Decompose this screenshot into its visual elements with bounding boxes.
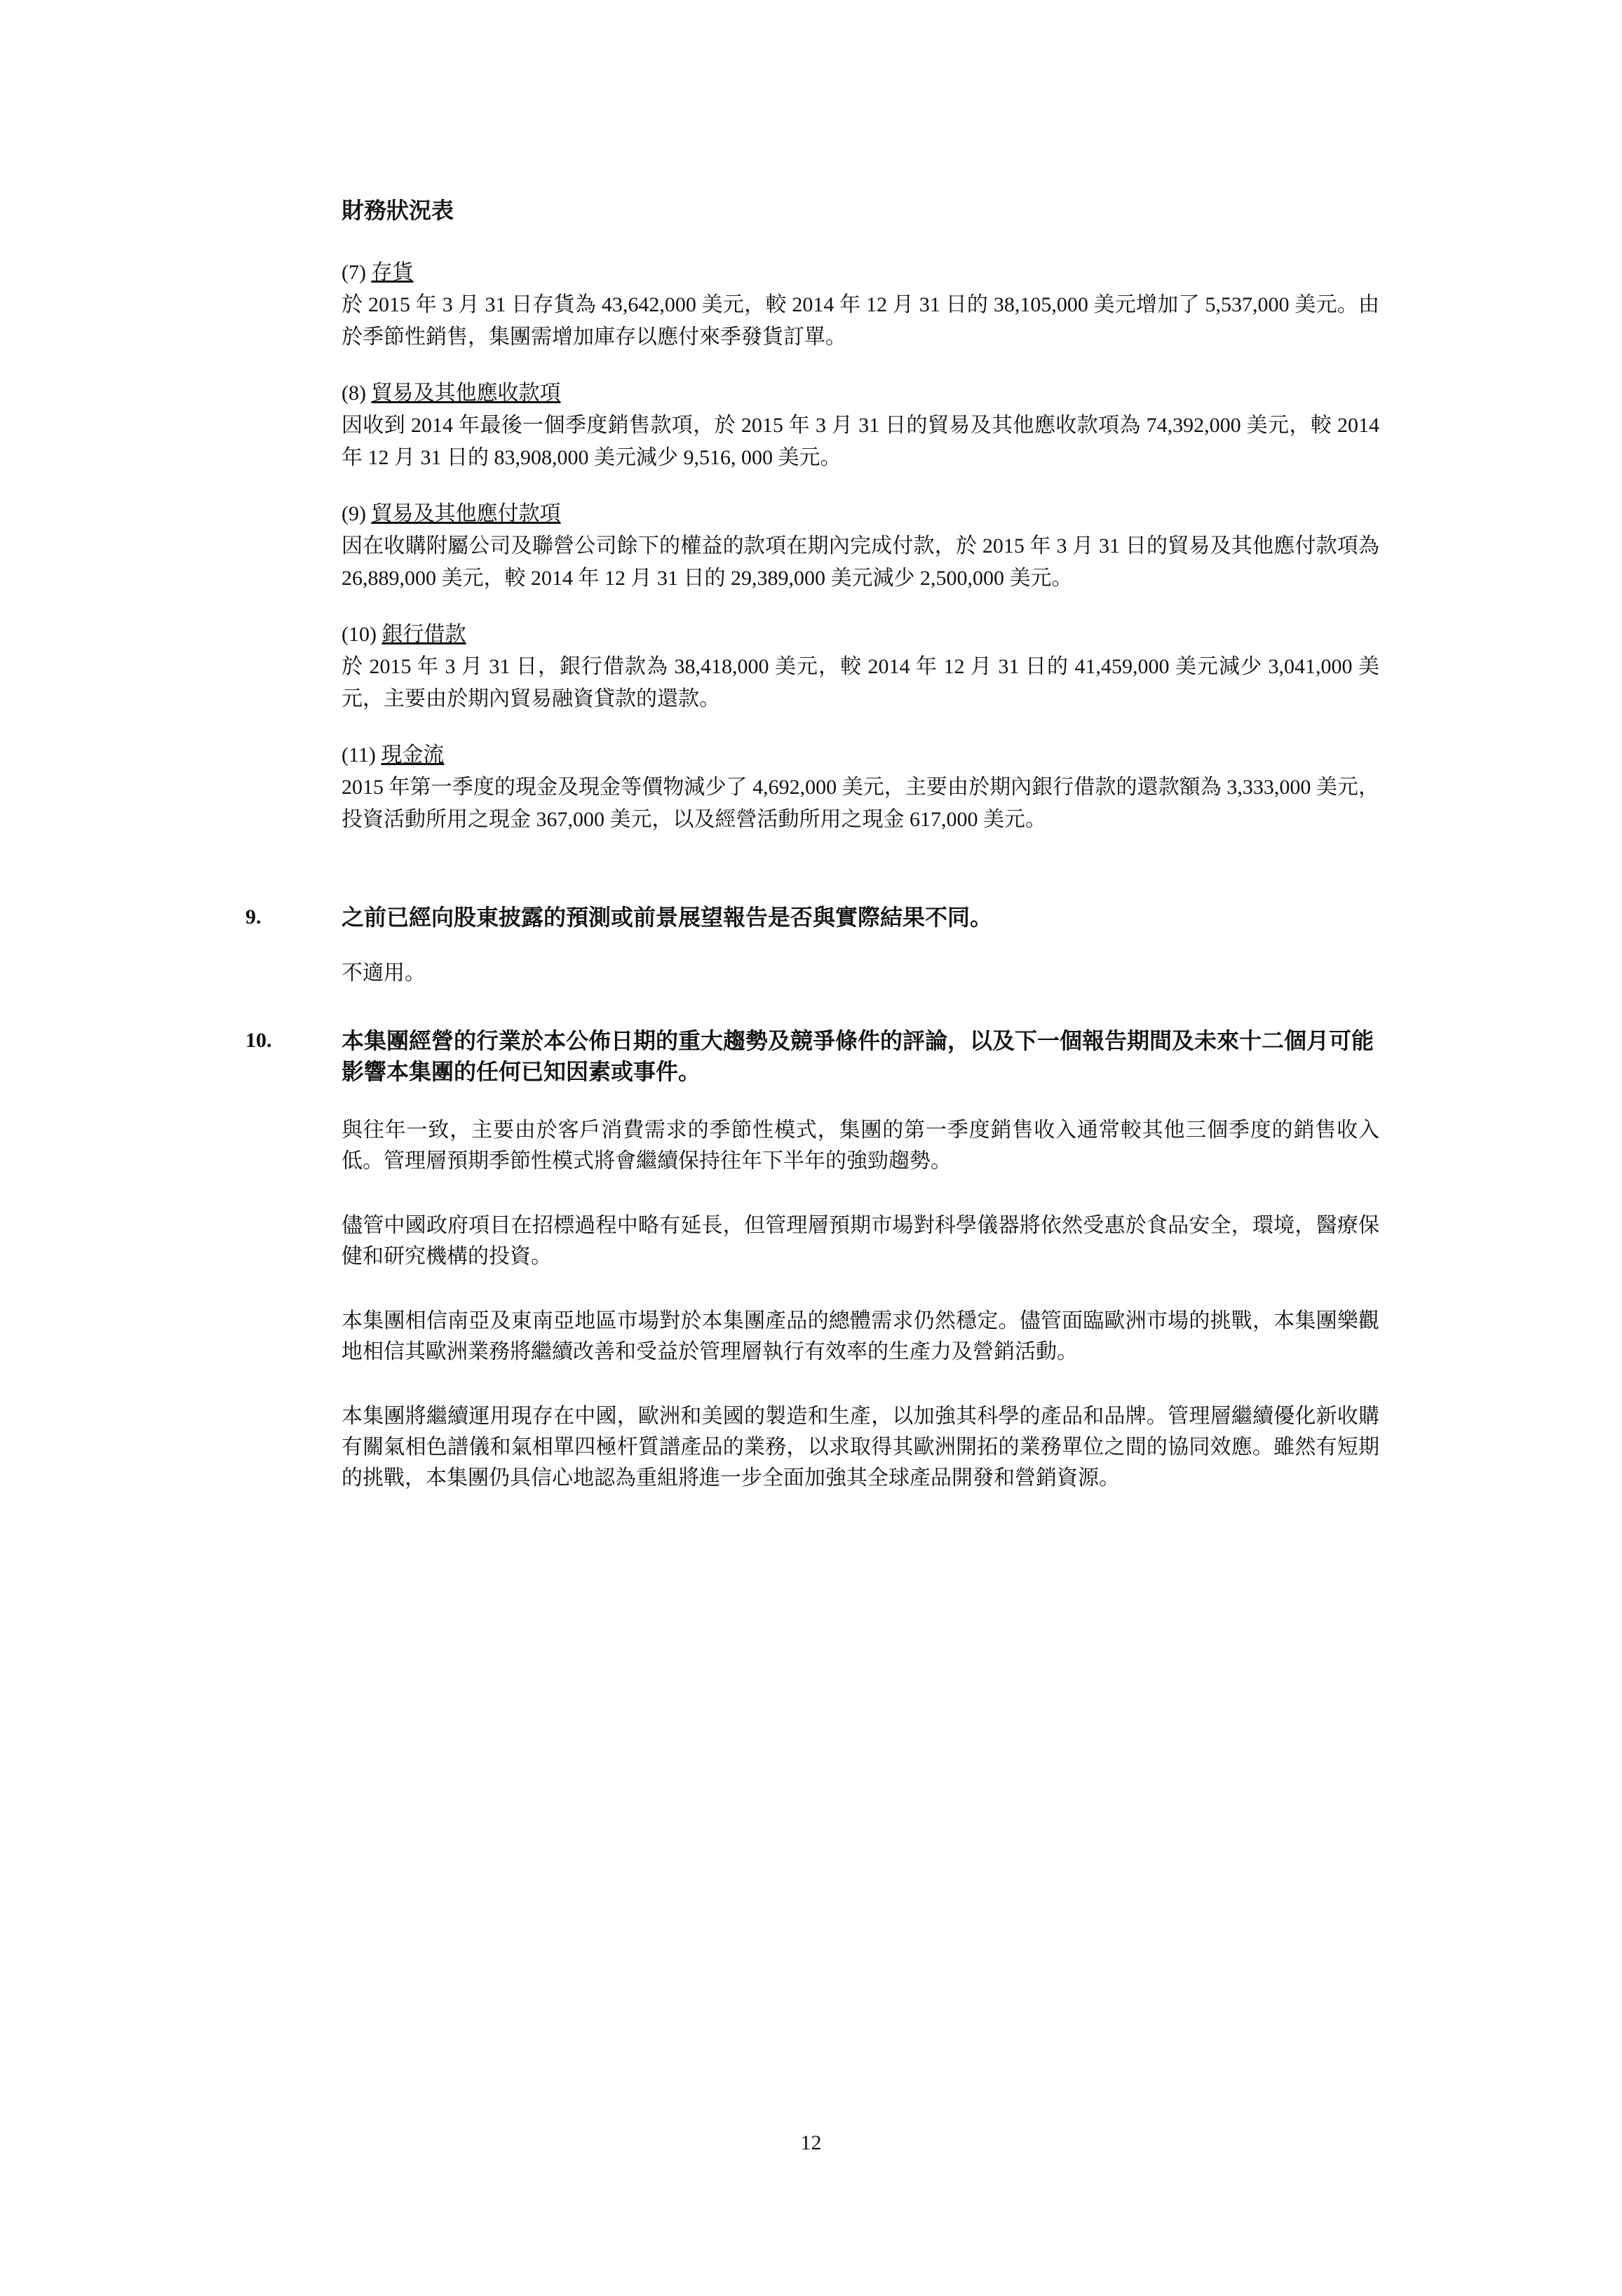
item-number: (9)	[342, 502, 366, 525]
item-label	[342, 619, 1379, 651]
item-title: 貿易及其他應收款項	[371, 381, 561, 405]
item-cash-flow	[342, 739, 1379, 836]
section-number: 9.	[245, 905, 262, 928]
item-inventory	[342, 257, 1379, 353]
item-title: 銀行借款	[381, 623, 466, 646]
item-body: 因收到 2014 年最後一個季度銷售款項，於 2015 年 3 月 31 日的貿易及其他應收款項為 74,392,000 美元，較 2014 年 12 月 31 日的 83,908,000 美元減少 9,516, 000 美元。	[342, 414, 1379, 469]
item-title: 貿易及其他應付款項	[371, 502, 561, 525]
item-body: 因在收購附屬公司及聯營公司餘下的權益的款項在期內完成付款，於 2015 年 3 月 31 日的貿易及其他應付款項為 26,889,000 美元，較 2014 年 12 月 31 日的 29,389,000 美元減少 2,500,000 美元。	[342, 534, 1379, 590]
item-number: (10)	[342, 623, 377, 646]
item-title: 現金流	[381, 743, 445, 767]
section-heading: 財務狀況表	[342, 198, 454, 223]
section-title: 本集團經營的行業於本公佈日期的重大趨勢及競爭條件的評論，以及下一個報告期間及未來十二個月可能影響本集團的任何已知因素或事件。	[342, 1028, 1374, 1084]
item-number: (11)	[342, 743, 376, 767]
item-bank-borrowings	[342, 619, 1379, 715]
item-label	[342, 498, 1379, 530]
item-body: 於 2015 年 3 月 31 日，銀行借款為 38,418,000 美元，較 2014 年 12 月 31 日的 41,459,000 美元減少 3,041,000 美元，主要由於期內貿易融資貸款的還款。	[342, 655, 1379, 710]
item-label	[342, 739, 1379, 771]
item-title: 存貨	[371, 261, 414, 284]
paragraph: 本集團將繼續運用現存在中國，歐洲和美國的製造和生產，以加強其科學的產品和品牌。管理層繼續優化新收購有關氣相色譜儀和氣相單四極杆質譜產品的業務，以求取得其歐洲開拓的業務單位之間的協同效應。雖然有短期的挑戰，本集團仍具信心地認為重組將進一步全面加強其全球產品開發和營銷資源。	[342, 1405, 1379, 1490]
paragraph: 本集團相信南亞及東南亞地區市場對於本集團產品的總體需求仍然穩定。儘管面臨歐洲市場的挑戰，本集團樂觀地相信其歐洲業務將繼續改善和受益於管理層執行有效率的生產力及營銷活動。	[342, 1309, 1379, 1363]
section-9-answer: 不適用。	[342, 961, 426, 985]
item-body: 2015 年第一季度的現金及現金等價物減少了 4,692,000 美元，主要由於期內銀行借款的還款額為 3,333,000 美元，投資活動所用之現金 367,000 美元，以及經營活動所用之現金 617,000 美元。	[342, 776, 1379, 831]
item-number: (8)	[342, 381, 366, 405]
paragraph: 儘管中國政府項目在招標過程中略有延長，但管理層預期市場對科學儀器將依然受惠於食品安全，環境，醫療保健和研究機構的投資。	[342, 1214, 1379, 1268]
item-label	[342, 377, 1379, 410]
item-number: (7)	[342, 261, 366, 284]
item-body: 於 2015 年 3 月 31 日存貨為 43,642,000 美元，較 2014 年 12 月 31 日的 38,105,000 美元增加了 5,537,000 美元。由於季節性銷售，集團需增加庫存以應付來季發貨訂單。	[342, 293, 1379, 349]
page-number: 12	[800, 2131, 822, 2154]
item-label	[342, 257, 1379, 289]
paragraph: 與往年一致，主要由於客戶消費需求的季節性模式，集團的第一季度銷售收入通常較其他三個季度的銷售收入低。管理層預期季節性模式將會繼續保持往年下半年的強勁趨勢。	[342, 1119, 1379, 1173]
item-payables	[342, 498, 1379, 595]
section-title: 之前已經向股東披露的預測或前景展望報告是否與實際結果不同。	[342, 905, 993, 930]
section-number: 10.	[245, 1029, 272, 1052]
item-receivables	[342, 377, 1379, 474]
